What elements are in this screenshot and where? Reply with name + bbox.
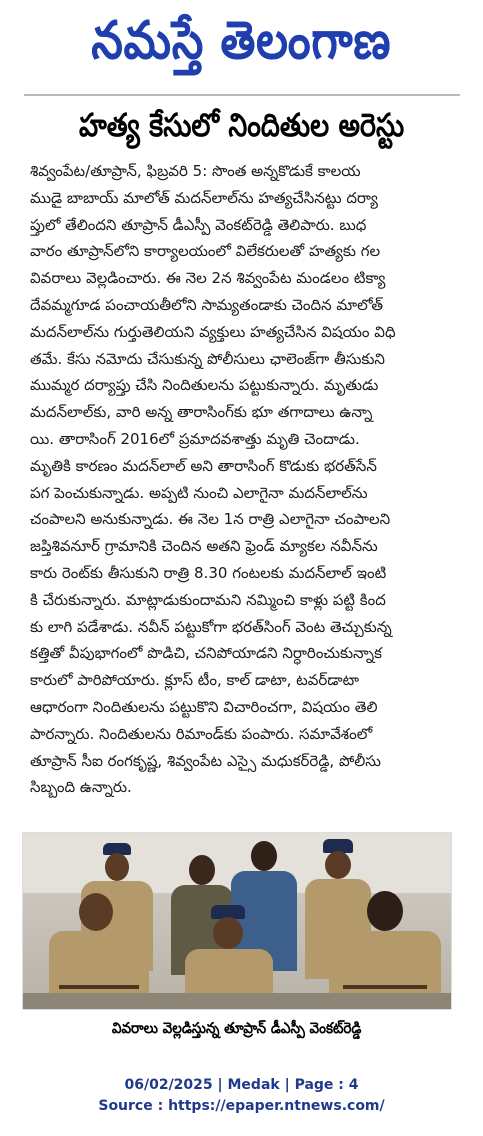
article-line: వారం తూప్రాన్‌లోని కార్యాలయంలో విలేకరులతో హత్యకు గల — [30, 242, 381, 261]
article-body — [30, 158, 456, 828]
caption-text: వివరాలు వెల్లడిస్తున్న తూప్రాన్ డీఎస్పీ వెంకట్‌రెడ్డి — [112, 1019, 362, 1037]
article-line: వివరాలు వెల్లడించారు. ఈ నెల 2న శివ్వంపేట మండలం టిక్యా — [30, 269, 386, 288]
article-line: పారన్నారు. నిందితులను రిమాండ్‌కు పంపారు. సమావేశంలో — [30, 724, 373, 743]
footer-source-link[interactable]: Source : https://epaper.ntnews.com/ — [98, 1098, 385, 1114]
article-line: యి. తారాసింగ్ 2016లో ప్రమాదవశాత్తు మృతి చెందాడు. — [30, 429, 360, 448]
article-line: మదన్‌లాల్‌ను గుర్తుతెలియని వ్యక్తులు హత్యచేసిన విషయం విధి — [30, 322, 396, 341]
article-line: చంపాలని అనుకున్నాడు. ఈ నెల 1న రాత్రి ఎలాగైనా చంపాలని — [30, 510, 391, 529]
article-line: కి చేరుకున్నారు. మాట్లాడుకుందామని నమ్మించి కాళ్లు పట్టి కింద — [30, 590, 386, 609]
article-line: పగ పెంచుకున్నాడు. అప్పటి నుంచి ఎలాగైనా మదన్‌లాల్‌ను — [30, 483, 368, 502]
article-line: కు లాగి పడేశాడు. నవీన్ పట్టుకోగా భరత్‌సింగ్ వెంట తెచ్చుకున్న — [30, 617, 392, 636]
article-line: శివ్వంపేట/తూప్రాన్, ఫిబ్రవరి 5: సొంత అన్నకొడుకే కాలయ — [30, 162, 361, 180]
clipped-text-fragment — [78, 96, 368, 104]
article-line: ఆధారంగా నిందితులను పట్టుకొని విచారించగా, విషయం తెలి — [30, 697, 378, 716]
article-line: తూప్రాన్ సీఐ రంగకృష్ణ, శివ్వంపేట ఎస్సై మధుకర్‌రెడ్డి, పోలీసు — [30, 751, 381, 770]
article-line: కారు రెంట్‌కు తీసుకుని రాత్రి 8.30 గంటలకు మదన్‌లాల్ ఇంటి — [30, 563, 387, 582]
newspaper-masthead — [0, 6, 483, 88]
article-line: ముమ్మర దర్యాప్తు చేసి నిందితులను పట్టుకున్నారు. మృతుడు — [30, 376, 379, 395]
article-line: మదన్‌లాల్‌కు, వారి అన్న తారాసింగ్‌కు భూ తగాదాలు ఉన్నా — [30, 403, 373, 422]
headline-text: హత్య కేసులో నిందితుల అరెస్టు — [78, 106, 405, 144]
photo-caption — [22, 1010, 452, 1050]
article-line: కారులో పారిపోయారు. క్లూస్ టీం, కాల్ డాటా, టవర్‌డాటా — [30, 671, 359, 690]
article-line: దేవమ్మగూడ పంచాయతీలోని సామ్యతండాకు చెందిన మాలోత్ — [30, 295, 384, 314]
article-line: ప్తులో తేలిందని తూప్రాన్ డీఎస్పీ వెంకట్‌రెడ్డి తెలిపారు. బుధ — [30, 215, 367, 234]
footer-date-edition-page: 06/02/2025 | Medak | Page : 4 — [124, 1077, 359, 1093]
photo-table — [23, 993, 452, 1010]
masthead-title: నమస్తే తెలంగాణ — [91, 10, 392, 71]
article-line: తమే. కేసు నమోదు చేసుకున్న పోలీసులు ఛాలెంజ్‌గా తీసుకుని — [30, 349, 385, 368]
news-photo — [22, 832, 452, 1010]
article-line: సిబ్బంది ఉన్నారు. — [30, 778, 132, 797]
article-line: కత్తితో వీపుభాగంలో పొడిచి, చనిపోయాడని నిర్ధారించుకున్నాక — [30, 644, 382, 663]
article-line: జప్తిశివనూర్ గ్రామానికి చెందిన అతని ఫ్రెండ్ మ్యాకల నవీన్‌ను — [30, 537, 378, 556]
article-line: ముడై బాబాయ్ మాలోత్ మదన్‌లాల్‌ను హత్యచేసినట్టు దర్యా — [30, 188, 378, 207]
article-headline — [0, 104, 483, 154]
article-line: మృతికి కారణం మదన్‌లాల్ అని తారాసింగ్ కొడుకు భరత్‌సేన్ — [30, 456, 377, 475]
